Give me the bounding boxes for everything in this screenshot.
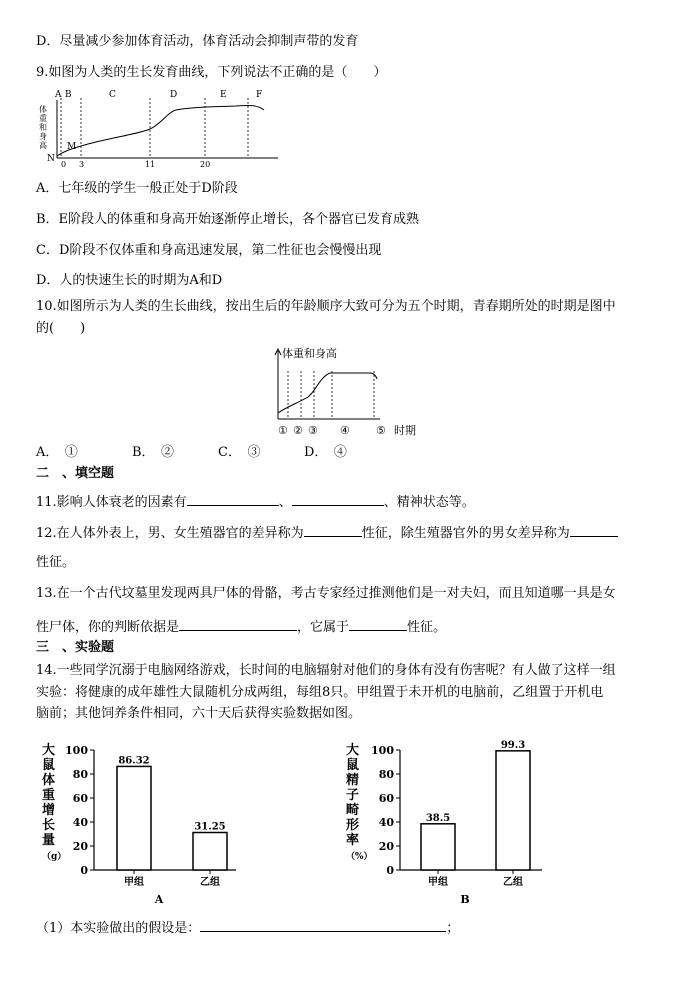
y-tick-label: 80 [72, 768, 88, 781]
fig10-period: ④ [340, 424, 350, 437]
category-label: 甲组 [428, 877, 448, 888]
y-axis-label-char: （g） [42, 852, 67, 862]
y-tick-label: 20 [72, 840, 88, 853]
category-label: 甲组 [124, 877, 144, 888]
fig10-period: ③ [308, 424, 318, 437]
q12 [36, 524, 618, 542]
y-axis-label-char: 鼠 [346, 758, 360, 773]
y-axis-label-char: 大 [42, 743, 56, 758]
chart-title: B [460, 893, 470, 906]
section-experiment-heading: 三 、实验题 [36, 640, 115, 655]
fig9-xtick: 11 [145, 160, 156, 168]
bar-value-label: 86.32 [118, 755, 150, 767]
y-tick-label: 40 [72, 816, 88, 829]
fig9-stage-c: C [109, 90, 116, 100]
fig10-period: ② [293, 424, 303, 437]
q14-stem-3: 脑前；其他饲养条件相同，六十天后获得实验数据如图。 [36, 706, 362, 721]
category-label: 乙组 [503, 877, 523, 888]
q10-option-b: B． ② [132, 445, 175, 460]
y-axis-label-char: 率 [346, 833, 360, 848]
q9-option-c: C．D阶段不仅体重和身高迅速发展，第二性征也会慢慢出现 [36, 243, 382, 258]
q10-growth-period-figure [268, 343, 428, 439]
q14-part-1-blank[interactable] [200, 919, 446, 932]
category-label: 乙组 [200, 877, 220, 888]
q12-text: 12.在人体外表上，男、女生殖器官的差异称为 [36, 526, 304, 541]
q9-stem: 9.如图为人类的生长发育曲线，下列说法不正确的是（ ） [36, 65, 387, 80]
y-axis-label-char: 鼠 [42, 758, 56, 773]
fig10-xlabel: 时期 [394, 424, 416, 437]
fig9-stage-f: F [256, 90, 263, 100]
fig9-ylabel-char: 重 [39, 114, 47, 123]
y-tick-label: 100 [371, 744, 394, 757]
y-axis-label-char: 增 [42, 803, 56, 818]
y-axis-label-char: 畸 [346, 803, 360, 818]
q13-blank-1[interactable] [179, 618, 297, 631]
q13-tail: 性征。 [407, 620, 447, 635]
q10-option-d: D． ④ [304, 445, 347, 460]
q11-blank-2[interactable] [292, 493, 384, 506]
fig9-mark-m: M [67, 142, 77, 152]
bar [421, 824, 455, 870]
y-axis-label-char: 形 [346, 818, 360, 833]
q11-blank-1[interactable] [187, 493, 279, 506]
fig9-ylabel-char: 身 [39, 132, 47, 141]
y-axis-label-char: 精 [346, 773, 360, 788]
q11-tail: 、精神状态等。 [383, 495, 475, 510]
q14-stem-1: 14.一些同学沉溺于电脑网络游戏，长时间的电脑辐射对他们的身体有没有伤害呢？有人做了这样一组 [36, 663, 616, 678]
q9-option-a: A．七年级的学生一般正处于D阶段 [36, 181, 238, 196]
fig10-period: ① [278, 424, 288, 437]
q13-blank-2[interactable] [349, 618, 407, 631]
bar [193, 833, 227, 871]
bar-value-label: 38.5 [425, 812, 451, 824]
bar-chart-a [36, 736, 276, 906]
y-axis-label-char: 体 [42, 773, 56, 788]
q11-sep: 、 [278, 495, 292, 510]
y-axis-label-char: （%） [346, 852, 373, 862]
y-axis-label-char: 量 [42, 833, 56, 848]
fig10-period: ⑤ [376, 424, 386, 437]
q11-text: 11.影响人体衰老的因素有 [36, 495, 187, 510]
y-tick-label: 60 [378, 792, 394, 805]
y-tick-label: 100 [65, 744, 88, 757]
q10-option-c: C． ③ [218, 445, 261, 460]
y-tick-label: 80 [378, 768, 394, 781]
y-tick-label: 0 [386, 864, 394, 877]
bar-value-label: 99.3 [500, 739, 526, 751]
bar-chart-b [340, 736, 580, 906]
y-tick-label: 40 [378, 816, 394, 829]
bar-value-label: 31.25 [194, 821, 226, 833]
y-axis-label-char: 长 [42, 818, 56, 833]
y-axis-label-char: 子 [346, 788, 360, 803]
q10-stem: 10.如图所示为人类的生长曲线，按出生后的年龄顺序大致可分为五个时期，青春期所处的时期是图中 [36, 299, 616, 314]
y-tick-label: 0 [80, 864, 88, 877]
q13-stem: 13.在一个古代坟墓里发现两具尸体的骨骼，考古专家经过推测他们是一对夫妇，而且知道哪一具是女 [36, 586, 616, 601]
bar [496, 751, 530, 870]
q14-part-1-text: （1）本实验做出的假设是： [36, 921, 201, 936]
fig10-growth-curve [278, 373, 377, 413]
fig9-ylabel-char: 和 [39, 123, 47, 132]
q10-stem-cont: 的( ) [36, 321, 86, 336]
chart-title: A [154, 893, 164, 906]
q12-blank-2[interactable] [570, 524, 618, 537]
q12-blank-1[interactable] [304, 524, 362, 537]
fig9-growth-curve [57, 105, 264, 156]
y-axis-label-char: 大 [346, 743, 360, 758]
q12-text-2: 性征，除生殖器官外的男女差异称为 [361, 526, 570, 541]
fig9-stage-a: A [55, 90, 62, 100]
q13-text-2: ，它属于 [297, 620, 350, 635]
section-fill-blank-heading: 二 、填空题 [36, 466, 115, 481]
fig9-xtick: 3 [79, 160, 85, 168]
fig10-ylabel: 体重和身高 [282, 347, 337, 360]
fig9-ylabel-char: 高 [39, 141, 47, 150]
fig9-xtick: 20 [200, 160, 211, 168]
y-tick-label: 20 [378, 840, 394, 853]
y-tick-label: 60 [72, 792, 88, 805]
fig9-stage-e: E [220, 90, 227, 100]
q14-part-1-tail: ； [446, 921, 460, 936]
q12-tail: 性征。 [36, 555, 76, 570]
y-axis-label-char: 重 [42, 788, 56, 803]
q11 [36, 493, 475, 511]
q9-option-b: B．E阶段人的体重和身高开始逐渐停止增长，各个器官已发育成熟 [36, 212, 420, 227]
q9-growth-curve-figure [36, 88, 286, 168]
fig9-xtick: 0 [61, 160, 67, 168]
q10-option-a: A． ① [36, 445, 78, 460]
bar [117, 766, 151, 870]
q13 [36, 618, 446, 636]
q8-option-d: D．尽量减少参加体育活动，体育活动会抑制声带的发育 [36, 34, 359, 49]
fig9-stage-b: B [65, 90, 72, 100]
q13-text: 性尸体，你的判断依据是 [36, 620, 180, 635]
q14-part-1 [36, 919, 459, 937]
fig9-mark-n: N [47, 154, 55, 164]
q14-stem-2: 实验：将健康的成年雄性大鼠随机分成两组，每组8只。甲组置于未开机的电脑前，乙组置于开机电 [36, 685, 604, 700]
q9-option-d: D．人的快速生长的时期为A和D [36, 273, 223, 288]
fig9-stage-d: D [170, 90, 178, 100]
fig9-ylabel-char: 体 [39, 105, 47, 114]
